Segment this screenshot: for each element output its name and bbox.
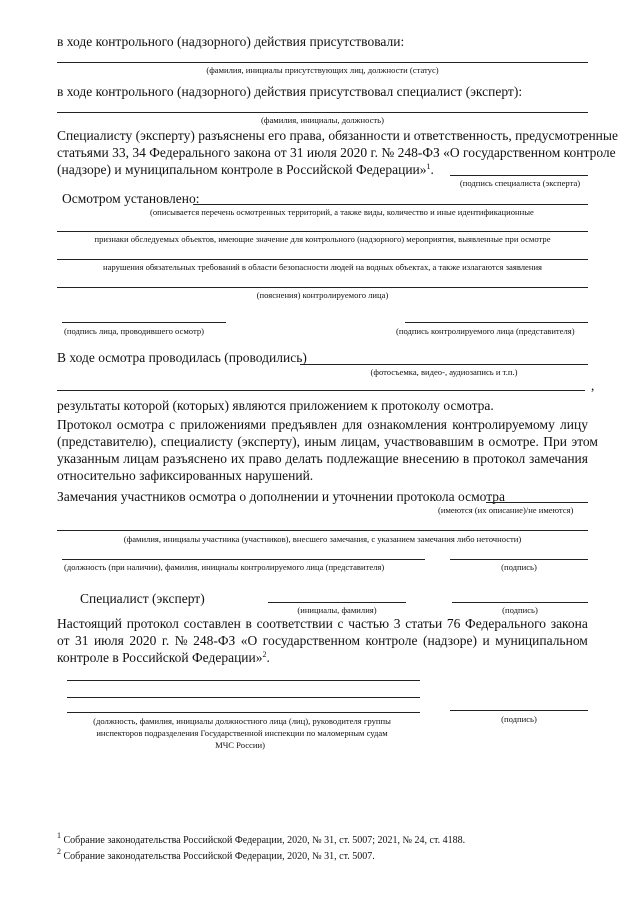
recording-line-2 [57, 390, 585, 391]
inspection-caption-4: (пояснения) контролируемого лица) [256, 290, 389, 300]
remarks-line-2 [57, 530, 588, 531]
expert-name-caption: (инициалы, фамилия) [297, 605, 377, 615]
controlled-signature-line [405, 322, 588, 323]
official-caption-2: инспекторов подразделения Государственной инспекции по маломерным судам [96, 728, 388, 738]
present-label: в ходе контрольного (надзорного) действия присутствовали: [57, 34, 405, 49]
rights-line-3: (надзоре) и муниципальном контроле в Российской Федерации»$^1$. [57, 162, 434, 177]
inspection-caption-3: нарушения обязательных требований в области безопасности людей на водных объектах, а также излагаются заявления [102, 262, 543, 272]
footnote-mark-2: 2 [262, 650, 267, 659]
remarks-caption: (имеются (их описание)/не имеются) [438, 505, 574, 515]
controlled-person-line [62, 559, 425, 560]
official-caption-3: МЧС России) [215, 740, 265, 750]
inspection-line-2 [57, 231, 588, 232]
participants-caption: (фамилия, инициалы участника (участников), внесшего замечания, с указанием замечания либо неточности) [123, 534, 522, 544]
recording-comma: , [591, 378, 595, 393]
recording-label: В ходе осмотра проводилась (проводились) [57, 350, 307, 365]
expert-label: Специалист (эксперт) [80, 591, 205, 606]
footnote-mark-1: 1 [426, 162, 431, 171]
inspection-line-4 [57, 287, 588, 288]
protocol-para-line-2: (представителю), специалисту (эксперту), иным лицам, участвовавшим в осмотре. При этом [57, 434, 598, 449]
specialist-signature-line [450, 175, 588, 176]
protocol-para-line-4: относительно зафиксированных нарушений. [57, 468, 314, 483]
present-caption: (фамилия, инициалы присутствующих лиц, должности (статус) [206, 65, 439, 75]
specialist-caption: (фамилия, инициалы, должность) [261, 115, 384, 125]
official-line-3 [67, 712, 420, 713]
official-line-2 [67, 697, 420, 698]
specialist-signature-caption: (подпись специалиста (эксперта) [459, 178, 581, 188]
remarks-line-1 [486, 502, 588, 503]
compiled-para-line-3: контроле в Российской Федерации»$^2$. [57, 650, 270, 665]
remarks-label: Замечания участников осмотра о дополнении и уточнении протокола осмотра [57, 489, 506, 504]
recording-results: результаты которой (которых) являются приложением к протоколу осмотра. [57, 398, 494, 413]
inspection-label: Осмотром установлено: [62, 191, 200, 206]
official-signature-line [450, 710, 588, 711]
protocol-para-line-3: указанным лицам разъяснено их право делать подлежащие внесению в протокол замечания [57, 451, 588, 466]
recording-line-1 [300, 364, 588, 365]
rights-line-2: статьями 33, 34 Федерального закона от 31 июля 2020 г. № 248-ФЗ «О государственном контроле [57, 145, 616, 160]
inspection-caption-1: (описывается перечень осмотренных территорий, а также виды, количество и иные идентификационные [150, 207, 534, 217]
inspection-line-3 [57, 259, 588, 260]
controlled-person-caption: (должность (при наличии), фамилия, инициалы контролируемого лица (представителя) [64, 562, 385, 572]
compiled-para-line-2: от 31 июля 2020 г. № 248-ФЗ «О государственном контроле (надзоре) и муниципальном [57, 633, 588, 648]
official-line-1 [67, 680, 420, 681]
controlled-person-signature-line [450, 559, 588, 560]
inspector-signature-caption: (подпись лица, проводившего осмотр) [64, 326, 204, 336]
expert-signature-caption: (подпись) [502, 605, 538, 615]
official-signature-caption: (подпись) [501, 714, 537, 724]
compiled-para-line-1: Настоящий протокол составлен в соответствии с частью 3 статьи 76 Федерального закона [57, 616, 588, 631]
expert-name-line [268, 602, 406, 603]
rights-line-1: Специалисту (эксперту) разъяснены его права, обязанности и ответственность, предусмотренные [57, 128, 618, 143]
official-caption-1: (должность, фамилия, инициалы должностного лица (лиц), руководителя группы [93, 716, 391, 726]
present-line [57, 62, 588, 63]
controlled-person-signature-caption: (подпись) [501, 562, 537, 572]
controlled-signature-caption: (подпись контролируемого лица (представителя) [396, 326, 575, 336]
specialist-line [57, 112, 588, 113]
footnote-2: $^2$ Собрание законодательства Российской Федерации, 2020, № 31, ст. 5007. [57, 847, 375, 862]
recording-caption: (фотосъемка, видео-, аудиозапись и т.п.) [370, 367, 518, 377]
inspector-signature-line [62, 322, 226, 323]
expert-signature-line [452, 602, 588, 603]
specialist-label: в ходе контрольного (надзорного) действия присутствовал специалист (эксперт): [57, 84, 523, 99]
inspection-caption-2: признаки обследуемых объектов, имеющие значение для контрольного (надзорного) мероприятия, выявленные при осмотре [94, 234, 551, 244]
footnote-1: $^1$ Собрание законодательства Российской Федерации, 2020, № 31, ст. 5007; 2021, № 24, ст. 4188. [57, 831, 466, 846]
protocol-para-line-1: Протокол осмотра с приложениями предъявлен для ознакомления контролируемому лицу [57, 417, 588, 432]
inspection-line-1 [193, 204, 588, 205]
